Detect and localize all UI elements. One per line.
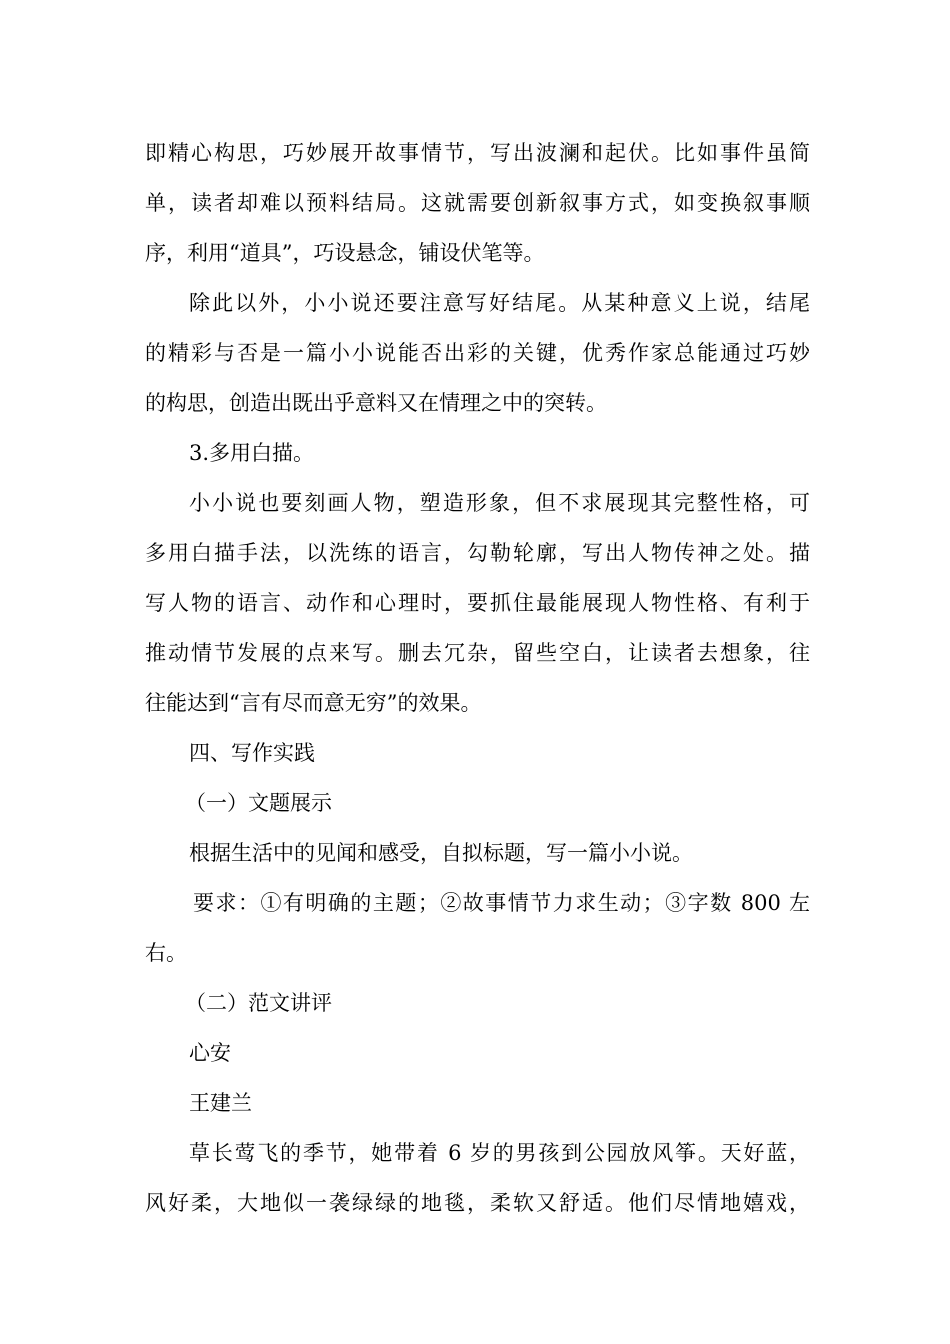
text-line: 右。 xyxy=(145,941,187,965)
text-line: 单，读者却难以预料结局。这就需要创新叙事方式，如变换叙事顺 xyxy=(145,191,810,215)
paragraph-start: 根据生活中的见闻和感受，自拟标题，写一篇小小说。 xyxy=(189,841,693,865)
text-line: 的精彩与否是一篇小小说能否出彩的关键，优秀作家总能通过巧妙 xyxy=(145,341,810,365)
text-line: 推动情节发展的点来写。删去冗杂，留些空白，让读者去想象，往 xyxy=(145,641,810,665)
paragraph-start: 草长莺飞的季节，她带着 6 岁的男孩到公园放风筝。天好蓝， xyxy=(189,1141,810,1165)
paragraph-start: 除此以外，小小说还要注意写好结尾。从某种意义上说，结尾 xyxy=(189,291,810,315)
paragraph-start: 小小说也要刻画人物，塑造形象，但不求展现其完整性格，可 xyxy=(189,491,810,515)
text-line: 风好柔，大地似一袭绿绿的地毯，柔软又舒适。他们尽情地嬉戏， xyxy=(145,1191,810,1215)
section-heading: 3.多用白描。 xyxy=(189,441,315,465)
text-line: 的构思，创造出既出乎意料又在情理之中的突转。 xyxy=(145,391,607,415)
text-line: 多用白描手法，以洗练的语言，勾勒轮廓，写出人物传神之处。描 xyxy=(145,541,810,565)
section-heading: 四、写作实践 xyxy=(189,741,315,765)
document-body xyxy=(145,128,810,1228)
subsection-heading: （一）文题展示 xyxy=(185,791,332,815)
story-author: 王建兰 xyxy=(189,1091,252,1115)
text-line: 写人物的语言、动作和心理时，要抓住最能展现人物性格、有利于 xyxy=(145,591,810,615)
text-line: 即精心构思，巧妙展开故事情节，写出波澜和起伏。比如事件虽简 xyxy=(145,141,810,165)
story-title: 心安 xyxy=(189,1041,231,1065)
text-line: 序，利用“道具”，巧设悬念，铺设伏笔等。 xyxy=(145,241,545,265)
requirements-text: 要求：①有明确的主题；②故事情节力求生动；③字数 800 左 xyxy=(193,891,810,915)
text-line: 往能达到“言有尽而意无穷”的效果。 xyxy=(145,691,482,715)
subsection-heading: （二）范文讲评 xyxy=(185,991,332,1015)
